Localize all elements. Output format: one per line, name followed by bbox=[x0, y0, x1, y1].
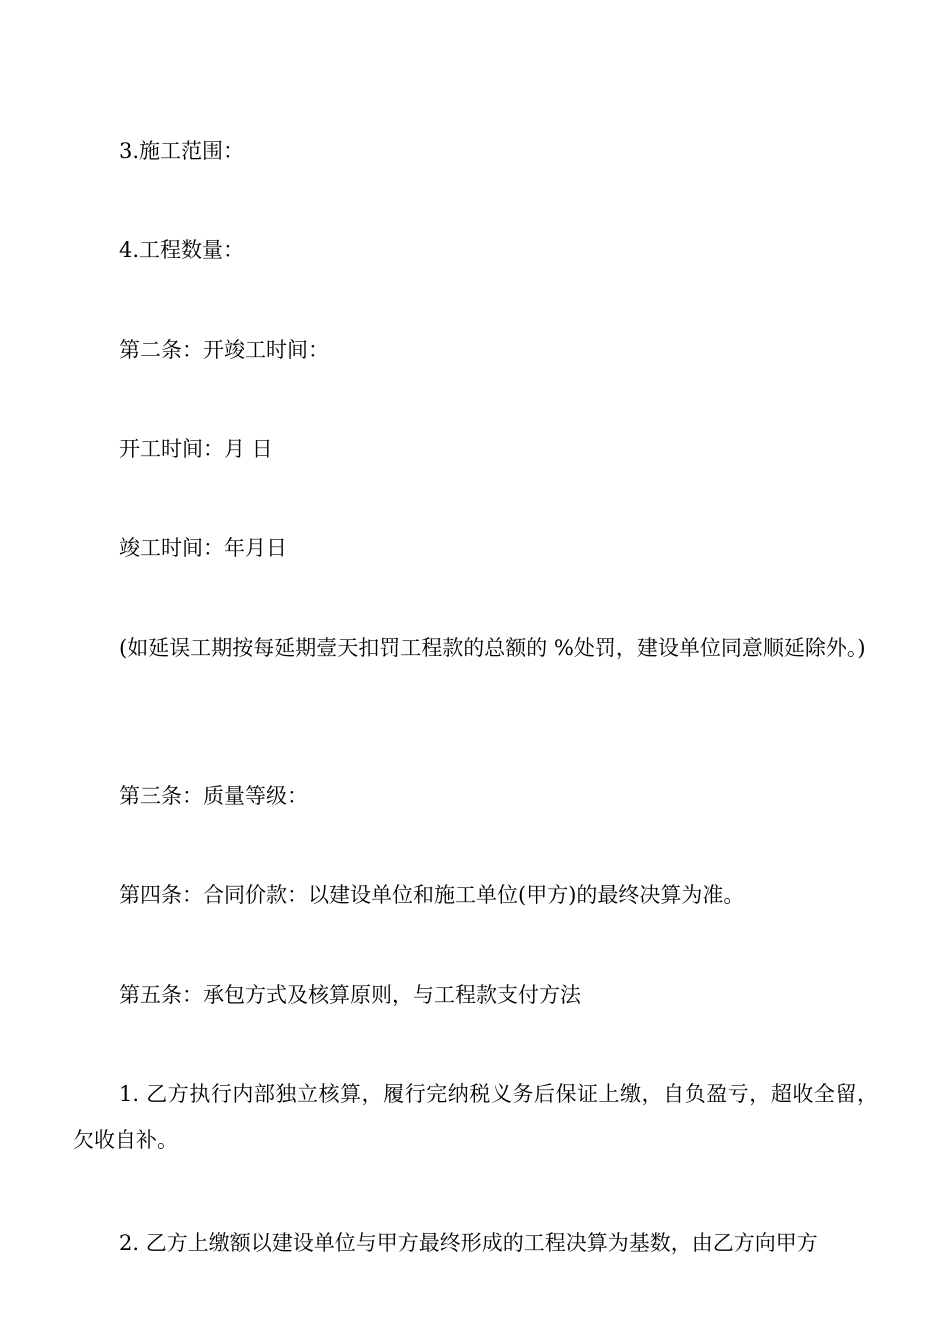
article-five-item-1: 1. 乙方执行内部独立核算，履行完纳税义务后保证上缴，自负盈亏，超收全留，欠收自补。 bbox=[73, 1082, 878, 1152]
clause-construction-scope: 3.施工范围： bbox=[119, 139, 245, 163]
clause-work-quantity: 4.工程数量： bbox=[119, 238, 245, 262]
article-two-heading: 第二条：开竣工时间： bbox=[119, 338, 329, 362]
article-five-item-2: 2. 乙方上缴额以建设单位与甲方最终形成的工程决算为基数，由乙方向甲方 bbox=[119, 1231, 818, 1255]
article-three-heading: 第三条：质量等级： bbox=[119, 784, 308, 808]
delay-penalty-note: (如延误工期按每延期壹天扣罚工程款的总额的 %处罚，建设单位同意顺延除外。) bbox=[119, 636, 866, 660]
article-four-clause: 第四条：合同价款：以建设单位和施工单位(甲方)的最终决算为准。 bbox=[119, 883, 745, 907]
start-date-line: 开工时间：月 日 bbox=[119, 437, 273, 461]
article-five-heading: 第五条：承包方式及核算原则，与工程款支付方法 bbox=[119, 983, 581, 1007]
completion-date-line: 竣工时间：年月日 bbox=[119, 536, 287, 560]
